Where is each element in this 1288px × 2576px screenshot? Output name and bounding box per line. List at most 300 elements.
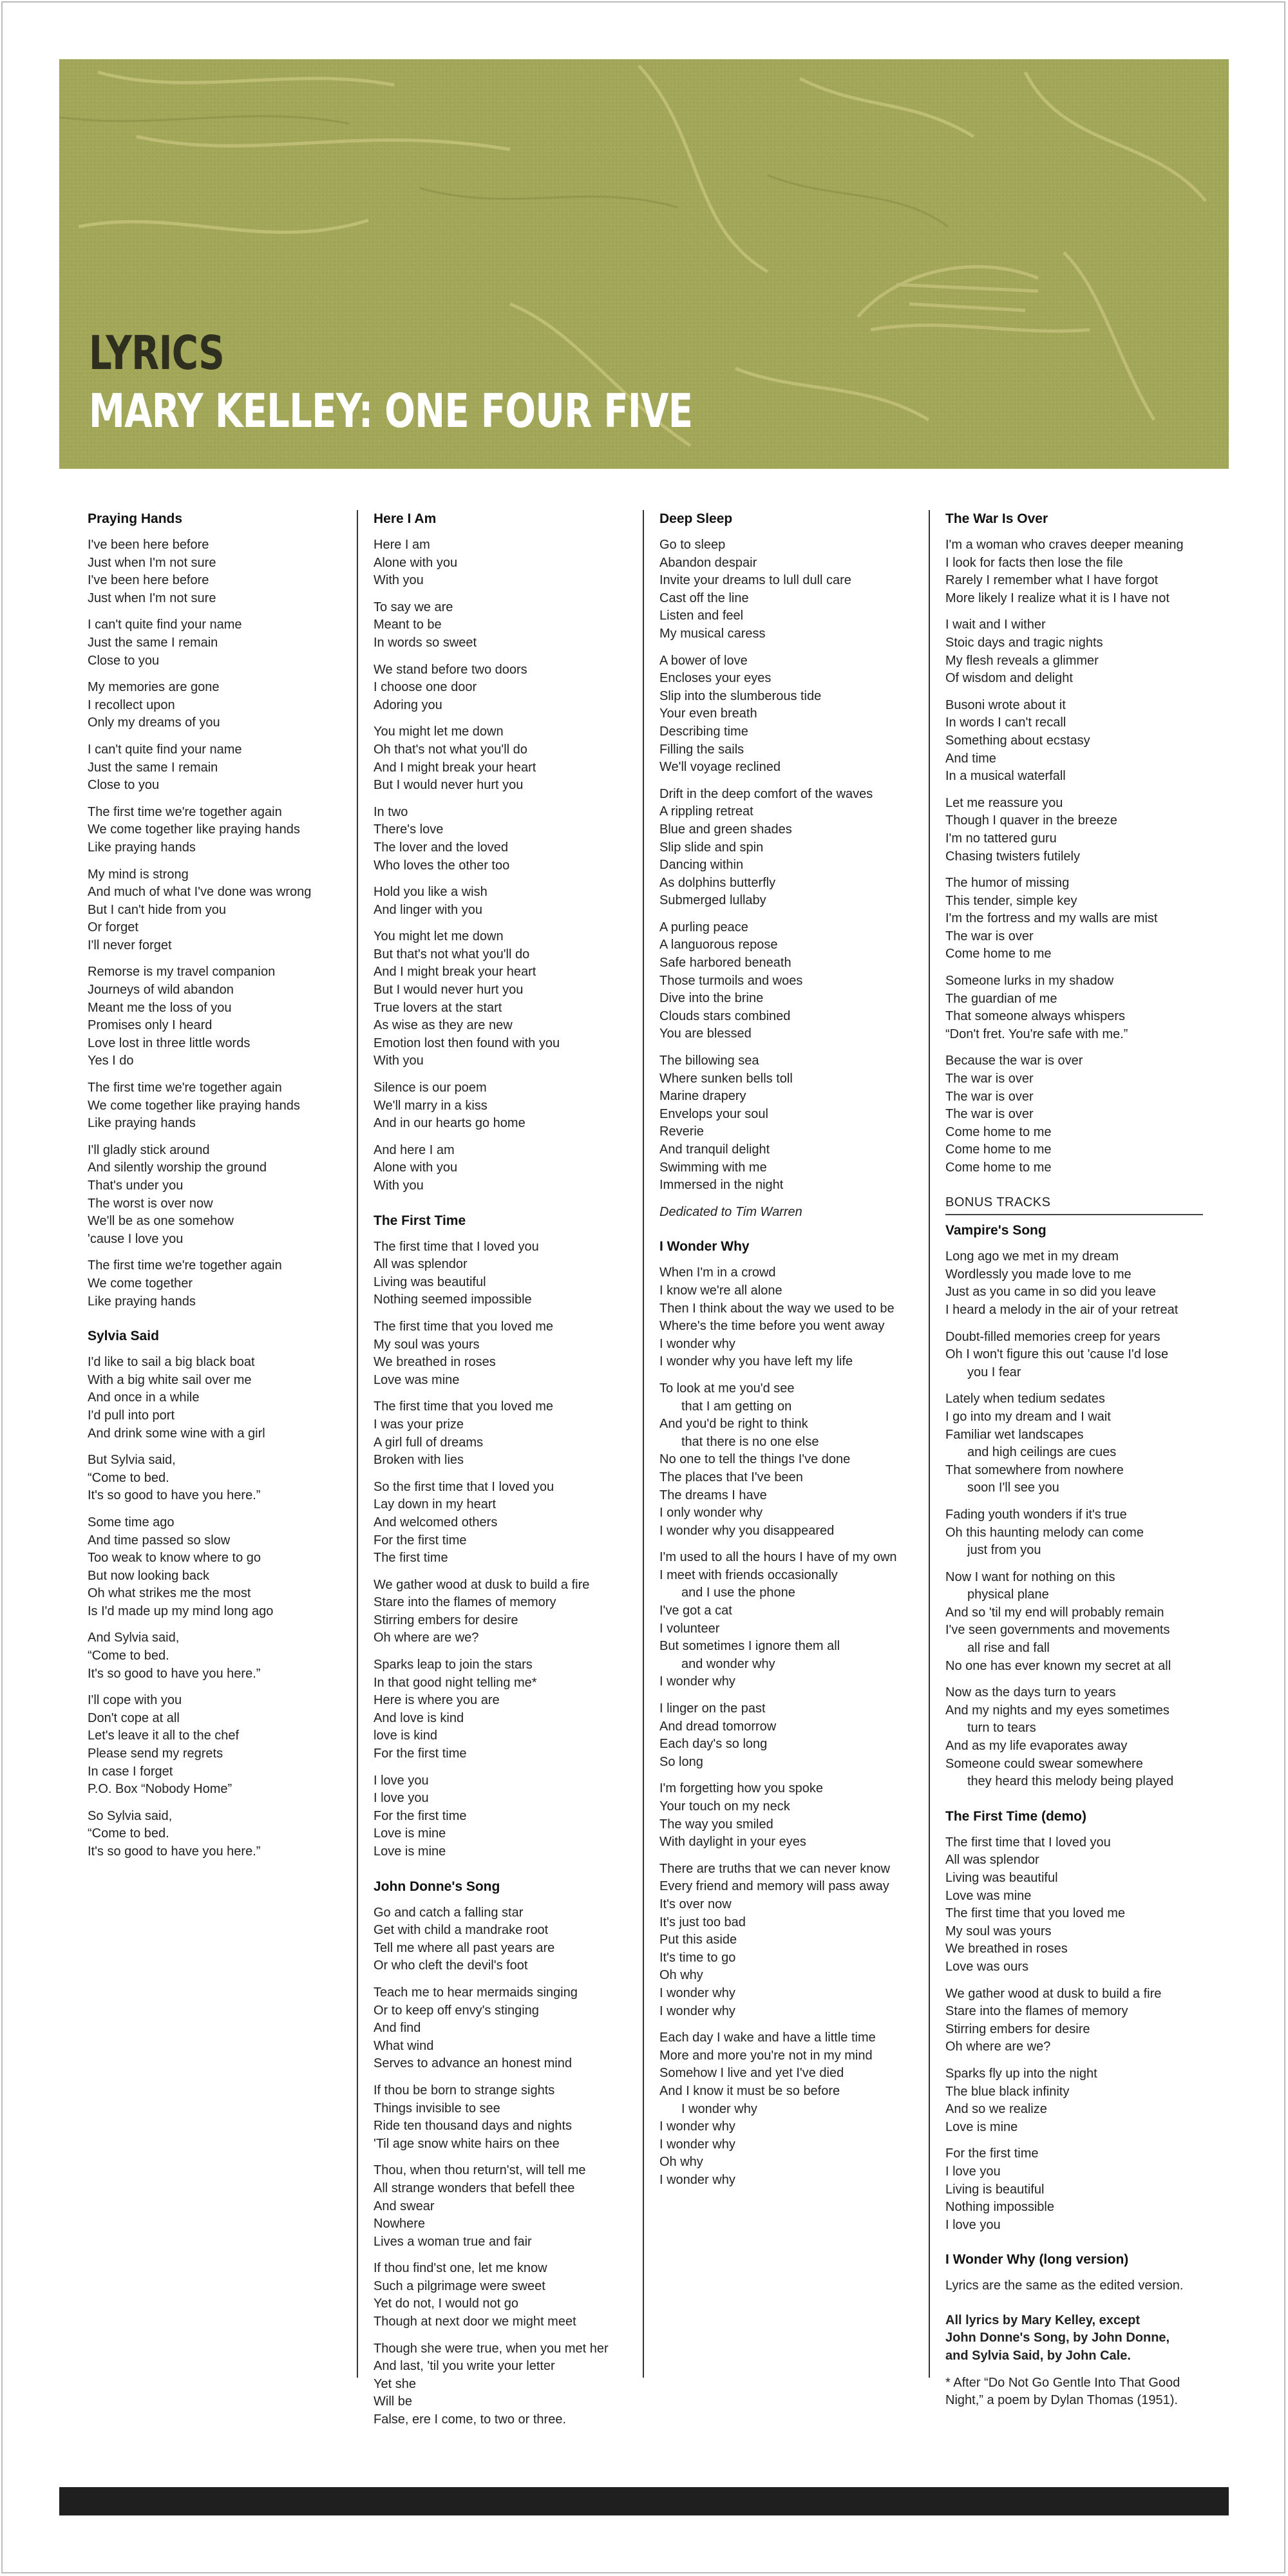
lyric-line: So the first time that I loved you (374, 1479, 554, 1494)
lyric-line: Oh I won't figure this out 'cause I'd lose (945, 1347, 1169, 1362)
lyric-line: Some time ago (88, 1515, 175, 1530)
lyric-stanza (659, 1861, 917, 2020)
lyric-line: Oh this haunting melody can come (945, 1525, 1144, 1540)
lyric-line: As wise as they are new (374, 1018, 513, 1033)
lyric-line: The billowing sea (659, 1054, 759, 1068)
lyric-line: Lay down in my heart (374, 1497, 497, 1512)
lyric-line: But I would never hurt you (374, 983, 524, 998)
lyric-line: As dolphins butterfly (659, 875, 776, 890)
lyric-line: And dread tomorrow (659, 1719, 777, 1734)
lyric-line: Every friend and memory will pass away (659, 1879, 889, 1894)
lyric-line: Tell me where all past years are (374, 1940, 555, 1955)
lyric-line: Where's the time before you went away (659, 1319, 885, 1334)
lyric-line: I go into my dream and I wait (945, 1409, 1111, 1424)
lyric-line: Submerged lullaby (659, 893, 766, 908)
lyric-line: Things invisible to see (374, 2101, 500, 2116)
lyrics-column-2 (374, 510, 631, 2438)
lyric-line: Yet she (374, 2376, 416, 2391)
lyric-stanza (88, 1808, 345, 1861)
lyric-line: I wonder why (659, 2003, 735, 2018)
lyric-line: soon I'll see you (967, 1481, 1059, 1495)
lyric-line: Invite your dreams to lull dull care (659, 573, 851, 588)
lyric-line: they heard this melody being played (967, 1774, 1174, 1789)
lyric-line: But Sylvia said, (88, 1453, 176, 1468)
lyric-line: Let's leave it all to the chef (88, 1728, 240, 1743)
lyric-line: Emotion lost then found with you (374, 1036, 560, 1050)
lyric-line: In that good night telling me* (374, 1675, 537, 1690)
lyric-line: Just when I'm not sure (88, 591, 216, 605)
lyric-line: turn to tears (967, 1721, 1036, 1736)
lyric-line: Living was beautiful (945, 1871, 1058, 1885)
lyric-line: It's over now (659, 1897, 732, 1911)
lyric-line: If thou find'st one, let me know (374, 2261, 547, 2276)
lyric-line: It's just too bad (659, 1915, 746, 1929)
lyric-line: Living is beautiful (945, 2182, 1045, 2197)
lyric-line: Reverie (659, 1124, 704, 1139)
lyric-line: Now as the days turn to years (945, 1685, 1116, 1700)
song-title: The First Time (374, 1213, 466, 1228)
lyric-line: I love you (945, 2164, 1001, 2179)
lyric-line: And time passed so slow (88, 1533, 231, 1548)
lyric-line: Too weak to know where to go (88, 1551, 261, 1566)
lyric-line: Safe harbored beneath (659, 956, 791, 971)
lyric-line: Yet do not, I would not go (374, 2297, 518, 2311)
lyric-line: We breathed in roses (374, 1355, 496, 1370)
lyric-line: “Come to bed. (88, 1649, 169, 1663)
lyric-line: The humor of missing (945, 876, 1070, 891)
lyric-stanza (88, 536, 345, 607)
lyric-line: Something about ecstasy (945, 733, 1090, 748)
lyric-line: I wait and I wither (945, 618, 1046, 632)
lyric-line: Will be (374, 2394, 413, 2409)
lyric-line: Those turmoils and woes (659, 973, 803, 988)
credit-line: All lyrics by Mary Kelley, except (945, 2313, 1141, 2327)
lyric-line: The guardian of me (945, 991, 1057, 1006)
lyric-stanza (945, 1506, 1203, 1560)
lyric-stanza (945, 1985, 1203, 2056)
lyric-line: Filling the sails (659, 742, 744, 757)
lyric-line: Because the war is over (945, 1054, 1083, 1068)
lyric-line: Meant me the loss of you (88, 1000, 232, 1015)
lyric-line: I'm used to all the hours I have of my own (659, 1550, 897, 1565)
lyric-stanza (945, 1248, 1203, 1319)
lyric-line: So long (659, 1754, 703, 1769)
lyric-line: Each day's so long (659, 1737, 768, 1752)
lyric-stanza (88, 1142, 345, 1249)
lyric-line: Come home to me (945, 1160, 1052, 1175)
lyric-line: And Sylvia said, (88, 1631, 180, 1645)
lyric-line: 'cause I love you (88, 1231, 184, 1246)
lyric-line: I've been here before (88, 538, 209, 552)
lyric-line: I wonder why (659, 1985, 735, 2000)
lyric-line: I meet with friends occasionally (659, 1567, 838, 1582)
lyric-stanza (374, 2082, 631, 2153)
lyric-line: This tender, simple key (945, 893, 1077, 908)
lyric-line: There's love (374, 822, 444, 837)
lyric-line: Oh why (659, 1968, 703, 1983)
lyric-stanza (374, 723, 631, 794)
lyric-line: And so we realize (945, 2102, 1047, 2117)
lyric-stanza (374, 1398, 631, 1469)
lyric-line: We'll voyage reclined (659, 760, 781, 775)
lyric-line: The first time that you loved me (374, 1399, 554, 1414)
lyric-stanza (88, 741, 345, 795)
lyric-line: Dancing within (659, 858, 744, 873)
header-banner (59, 59, 1229, 469)
lyric-line: To say we are (374, 600, 453, 614)
lyric-line: We gather wood at dusk to build a fire (945, 1986, 1162, 2001)
lyric-stanza (659, 786, 917, 910)
lyric-line: Oh why (659, 2155, 703, 2170)
lyric-stanza (88, 1354, 345, 1443)
lyric-line: Just the same I remain (88, 635, 218, 650)
lyric-line: And so 'til my end will probably remain (945, 1605, 1164, 1620)
lyric-line: Like praying hands (88, 1294, 196, 1309)
lyric-line: The war is over (945, 1089, 1034, 1104)
lyric-stanza (945, 1569, 1203, 1676)
lyric-stanza (374, 1577, 631, 1647)
lyric-stanza (374, 2260, 631, 2331)
lyric-stanza (945, 2065, 1203, 2136)
lyric-line: The worst is over now (88, 1196, 213, 1211)
lyric-line: Blue and green shades (659, 822, 792, 837)
lyric-line: Listen and feel (659, 609, 744, 623)
lyric-line: The first time (374, 1551, 448, 1566)
lyric-line: I recollect upon (88, 697, 175, 712)
lyric-line: You are blessed (659, 1027, 752, 1041)
lyric-line: The first time we're together again (88, 1081, 282, 1095)
dedication: Dedicated to Tim Warren (659, 1204, 802, 1219)
lyric-line: Or who cleft the devil's foot (374, 1958, 528, 1973)
lyric-line: For the first time (374, 1808, 467, 1823)
lyric-stanza (659, 1264, 917, 1371)
lyric-line: The dreams I have (659, 1488, 767, 1502)
lyric-line: Oh where are we? (374, 1631, 479, 1645)
credit-line: John Donne's Song, by John Donne, (945, 2331, 1170, 2345)
lyric-line: and I use the phone (681, 1586, 795, 1600)
lyric-line: love is kind (374, 1728, 437, 1743)
lyric-stanza (374, 1904, 631, 1975)
lyric-line: Only my dreams of you (88, 715, 220, 730)
lyric-line: you I fear (967, 1365, 1021, 1379)
song-title: Here I Am (374, 511, 437, 526)
lyric-line: I'd like to sail a big black boat (88, 1355, 255, 1370)
lyric-line: A languorous repose (659, 938, 778, 952)
lyric-line: My soul was yours (374, 1337, 480, 1352)
lyric-line: Clouds stars combined (659, 1009, 791, 1023)
lyric-line: That's under you (88, 1179, 184, 1193)
lyric-stanza (88, 679, 345, 732)
lyric-line: More likely I realize what it is I have not (945, 591, 1170, 605)
lyric-stanza (88, 1692, 345, 1799)
lyric-line: Teach me to hear mermaids singing (374, 1985, 578, 2000)
lyric-line: Cast off the line (659, 591, 749, 605)
lyric-line: Meant to be (374, 618, 442, 632)
lyric-line: With daylight in your eyes (659, 1835, 806, 1850)
lyric-line: Then I think about the way we used to be (659, 1301, 895, 1316)
lyric-line: I choose one door (374, 680, 477, 695)
lyric-stanza (659, 1380, 917, 1540)
lyric-line: “Come to bed. (88, 1470, 169, 1485)
lyric-stanza (945, 2277, 1203, 2295)
song-title: The War Is Over (945, 511, 1048, 526)
lyric-line: Someone lurks in my shadow (945, 974, 1114, 989)
lyric-line: I wonder why you disappeared (659, 1523, 835, 1538)
lyric-line: We breathed in roses (945, 1942, 1068, 1956)
lyric-stanza (374, 1318, 631, 1389)
lyric-line: And I might break your heart (374, 965, 536, 980)
lyric-line: Where sunken bells toll (659, 1071, 793, 1086)
lyric-line: A bower of love (659, 653, 748, 668)
lyric-line: Come home to me (945, 1142, 1052, 1157)
lyric-stanza (88, 804, 345, 857)
lyric-line: I was your prize (374, 1417, 464, 1432)
lyrics-column-1 (88, 510, 345, 1870)
lyric-line: that I am getting on (681, 1399, 792, 1414)
lyric-line: Envelops your soul (659, 1106, 768, 1121)
lyrics-column-3 (659, 510, 917, 2198)
lyric-line: I wonder why (659, 1674, 735, 1689)
lyric-line: For the first time (374, 1747, 467, 1761)
lyric-line: Adoring you (374, 697, 442, 712)
lyric-line: Lyrics are the same as the edited version. (945, 2278, 1184, 2293)
lyric-stanza (659, 1780, 917, 1851)
lyric-line: Just the same I remain (88, 760, 218, 775)
lyric-line: Living was beautiful (374, 1274, 486, 1289)
lyric-line: And drink some wine with a girl (88, 1426, 265, 1441)
lyric-line: We gather wood at dusk to build a fire (374, 1577, 590, 1592)
lyric-stanza (88, 963, 345, 1070)
lyric-line: Love is mine (374, 1826, 446, 1841)
lyric-line: Lately when tedium sedates (945, 1392, 1105, 1406)
song-title: I Wonder Why (long version) (945, 2252, 1129, 2268)
lyric-line: No one to tell the things I've done (659, 1452, 851, 1467)
lyric-line: Alone with you (374, 555, 458, 570)
lyric-stanza (659, 1549, 917, 1691)
lyric-line: I can't quite find your name (88, 742, 242, 757)
song-title: Vampire's Song (945, 1223, 1046, 1238)
lyric-line: The way you smiled (659, 1817, 773, 1832)
lyric-line: Nothing impossible (945, 2200, 1054, 2215)
lyric-line: Busoni wrote about it (945, 697, 1066, 712)
lyric-line: I'd pull into port (88, 1408, 175, 1423)
lyric-line: Love was ours (945, 1959, 1028, 1974)
song-title: Deep Sleep (659, 511, 733, 526)
lyric-line: Love was mine (374, 1372, 460, 1387)
lyric-line: all rise and fall (967, 1641, 1050, 1656)
lyric-stanza (945, 875, 1203, 963)
lyric-line: If thou be born to strange sights (374, 2083, 555, 2098)
lyric-line: Let me reassure you (945, 795, 1063, 810)
lyric-line: But sometimes I ignore them all (659, 1639, 840, 1654)
lyric-line: Of wisdom and delight (945, 671, 1073, 686)
lyric-stanza (945, 2145, 1203, 2234)
lyric-line: Oh that's not what you'll do (374, 742, 527, 757)
lyric-line: The first time that I loved you (374, 1239, 539, 1254)
lyric-line: Love is mine (374, 1844, 446, 1859)
lyric-line: I linger on the past (659, 1701, 766, 1716)
lyric-stanza (374, 599, 631, 652)
lyric-line: In words I can't recall (945, 715, 1066, 730)
lyric-line: Ride ten thousand days and nights (374, 2119, 572, 2134)
lyric-stanza (374, 1656, 631, 1763)
lyric-line: The first time that you loved me (374, 1319, 554, 1334)
lyric-line: Stirring embers for desire (374, 1613, 518, 1627)
lyric-line: Rarely I remember what I have forgot (945, 573, 1159, 588)
lyric-line: physical plane (967, 1587, 1049, 1602)
credit-line: and Sylvia Said, by John Cale. (945, 2349, 1131, 2363)
lyric-line: I wonder why (659, 2119, 735, 2134)
lyric-line: Encloses your eyes (659, 671, 772, 686)
lyric-line: And here I am (374, 1142, 455, 1157)
lyrics-sheet (59, 59, 1229, 2519)
lyric-line: We stand before two doors (374, 662, 527, 677)
lyric-line: The blue black infinity (945, 2084, 1070, 2099)
lyric-line: Here is where you are (374, 1693, 500, 1708)
lyric-stanza (374, 2162, 631, 2251)
lyric-line: But now looking back (88, 1568, 210, 1583)
page-title: LYRICS (89, 326, 224, 380)
lyric-line: But I can't hide from you (88, 902, 227, 917)
lyric-line: The war is over (945, 929, 1034, 943)
lyric-line: Nothing seemed impossible (374, 1293, 532, 1307)
lyric-line: I only wonder why (659, 1506, 763, 1520)
lyric-line: Now I want for nothing on this (945, 1569, 1115, 1584)
lyric-line: Each day I wake and have a little time (659, 2031, 876, 2045)
lyric-line: We'll be as one somehow (88, 1214, 234, 1229)
lyric-line: I love you (374, 1773, 429, 1788)
lyric-line: In a musical waterfall (945, 769, 1066, 784)
lyric-line: And I know it must be so before (659, 2083, 840, 2098)
lyric-line: You might let me down (374, 929, 504, 944)
lyric-line: and high ceilings are cues (967, 1445, 1117, 1460)
lyric-line: Is I'd made up my mind long ago (88, 1604, 274, 1618)
lyric-line: The war is over (945, 1072, 1034, 1086)
lyric-line: Promises only I heard (88, 1018, 213, 1033)
lyric-line: There are truths that we can never know (659, 1861, 890, 1876)
lyric-line: Stirring embers for desire (945, 2022, 1090, 2036)
lyric-line: Silence is our poem (374, 1081, 487, 1095)
lyric-stanza (945, 1834, 1203, 1976)
bonus-tracks-heading: BONUS TRACKS (945, 1194, 1203, 1216)
lyric-line: We come together (88, 1276, 193, 1291)
lyric-line: And I might break your heart (374, 760, 536, 775)
lyric-line: Or forget (88, 920, 138, 935)
lyric-line: I've got a cat (659, 1604, 732, 1618)
lyric-line: My soul was yours (945, 1924, 1052, 1938)
lyric-line: My musical caress (659, 626, 766, 641)
lyric-stanza (88, 1079, 345, 1133)
lyric-line: Doubt-filled memories creep for years (945, 1329, 1160, 1344)
lyric-line: Sparks leap to join the stars (374, 1658, 533, 1672)
song-title: Praying Hands (88, 511, 183, 526)
lyric-line: The first time we're together again (88, 804, 282, 819)
lyric-line: I wonder why (659, 2137, 735, 2152)
lyric-line: Drift in the deep comfort of the waves (659, 786, 873, 801)
lyric-line: True lovers at the start (374, 1000, 502, 1015)
lyric-line: I look for facts then lose the file (945, 555, 1123, 570)
lyric-stanza (659, 2029, 917, 2189)
lyric-line: I wonder why (681, 2101, 757, 2116)
lyric-line: Immersed in the night (659, 1178, 784, 1193)
lyric-line: With a big white sail over me (88, 1372, 252, 1387)
lyric-stanza (88, 616, 345, 670)
lyric-stanza (88, 1452, 345, 1505)
lyric-line: The lover and the loved (374, 840, 509, 855)
lyric-line: All was splendor (374, 1257, 468, 1272)
lyric-line: False, ere I come, to two or three. (374, 2412, 567, 2427)
lyric-line: Stare into the flames of memory (945, 2004, 1128, 2019)
lyric-line: Stare into the flames of memory (374, 1595, 556, 1610)
lyric-line: Come home to me (945, 1124, 1052, 1139)
lyric-line: Slip into the slumberous tide (659, 688, 822, 703)
lyric-line: Who loves the other too (374, 858, 510, 873)
lyric-line: But that's not what you'll do (374, 947, 530, 961)
lyric-line: And last, 'til you write your letter (374, 2359, 555, 2374)
lyric-line: That someone always whispers (945, 1009, 1126, 1024)
lyric-line: In two (374, 804, 408, 819)
lyric-line: Thou, when thou return'st, will tell me (374, 2163, 586, 2178)
lyric-line: Lives a woman true and fair (374, 2234, 532, 2249)
lyric-line: Slip slide and spin (659, 840, 764, 855)
lyric-line: I'm no tattered guru (945, 831, 1057, 846)
lyric-stanza (945, 972, 1203, 1043)
lyric-stanza (374, 1984, 631, 2073)
lyric-line: And linger with you (374, 902, 482, 917)
lyric-stanza (374, 536, 631, 590)
lyric-stanza (945, 1390, 1203, 1497)
lyric-line: Here I am (374, 538, 430, 552)
lyric-line: But I would never hurt you (374, 778, 524, 793)
lyric-line: The first time we're together again (88, 1258, 282, 1273)
lyric-line: P.O. Box “Nobody Home” (88, 1782, 232, 1797)
lyric-line: Nowhere (374, 2217, 426, 2231)
lyric-line: With you (374, 573, 424, 588)
lyric-line: For the first time (374, 1533, 467, 1548)
lyric-line: Go and catch a falling star (374, 1905, 524, 1920)
lyric-stanza (374, 661, 631, 715)
lyric-line: Just as you came in so did you leave (945, 1285, 1156, 1300)
lyric-line: Your touch on my neck (659, 1799, 790, 1814)
lyric-stanza (374, 884, 631, 919)
lyric-line: I'm a woman who craves deeper meaning (945, 538, 1184, 552)
lyric-line: Oh where are we? (945, 2040, 1051, 2054)
lyric-line: And once in a while (88, 1390, 200, 1405)
lyric-line: Sparks fly up into the night (945, 2066, 1097, 2081)
lyric-line: Serves to advance an honest mind (374, 2056, 572, 2071)
lyric-stanza (945, 536, 1203, 607)
footnote (945, 2374, 1203, 2410)
lyric-line: Come home to me (945, 947, 1052, 961)
lyric-stanza (945, 697, 1203, 786)
lyric-line: A girl full of dreams (374, 1435, 484, 1450)
lyric-line: Somehow I live and yet I've died (659, 2066, 844, 2081)
footnote-line: Night,” a poem by Dylan Thomas (1951). (945, 2393, 1178, 2408)
lyric-stanza (945, 1052, 1203, 1177)
lyric-line: The first time that you loved me (945, 1906, 1126, 1921)
lyric-line: just from you (967, 1543, 1041, 1558)
lyric-line: In case I forget (88, 1764, 173, 1779)
lyric-line: My memories are gone (88, 680, 220, 695)
lyric-line: The war is over (945, 1107, 1034, 1122)
lyric-line: More and more you're not in my mind (659, 2048, 873, 2063)
lyric-line: And swear (374, 2199, 435, 2213)
song-title: Sylvia Said (88, 1329, 159, 1344)
lyric-line: And time (945, 751, 996, 766)
lyric-line: I can't quite find your name (88, 618, 242, 632)
lyric-line: Please send my regrets (88, 1747, 223, 1761)
lyric-line: And you'd be right to think (659, 1417, 808, 1432)
